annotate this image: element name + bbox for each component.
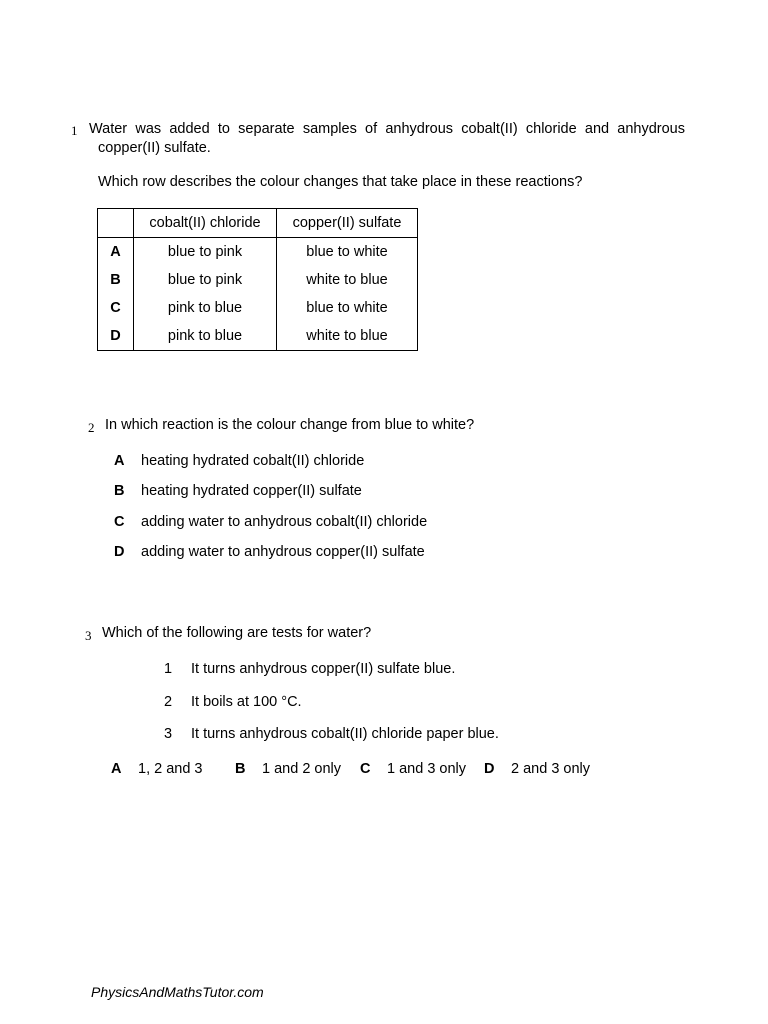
- statement-number-1: 1: [164, 661, 173, 677]
- cobalt-change: blue to pink: [134, 238, 277, 267]
- option-text-b: heating hydrated copper(II) sulfate: [141, 483, 362, 499]
- cobalt-change: pink to blue: [134, 322, 277, 351]
- answer-text-d: 2 and 3 only: [511, 761, 591, 777]
- question-1-stem-line2: copper(II) sulfate.: [98, 140, 211, 156]
- answer-text-a: 1, 2 and 3: [138, 761, 203, 777]
- row-letter: B: [98, 266, 134, 294]
- statement-text-2: It boils at 100 °C.: [191, 694, 302, 710]
- statement-number-3: 3: [164, 726, 173, 742]
- option-letter-a: A: [114, 453, 125, 469]
- table-header-cell: [98, 209, 134, 238]
- question-1-table: [97, 208, 418, 351]
- option-letter-b: B: [114, 483, 125, 499]
- option-letter-d: D: [114, 544, 125, 560]
- option-letter-c: C: [114, 514, 125, 530]
- table-row: [98, 238, 418, 267]
- row-letter: D: [98, 322, 134, 351]
- statement-number-2: 2: [164, 694, 173, 710]
- option-text-d: adding water to anhydrous copper(II) sulfate: [141, 544, 425, 560]
- copper-change: white to blue: [277, 322, 418, 351]
- cobalt-change: pink to blue: [134, 294, 277, 322]
- footer-site-name: PhysicsAndMathsTutor.com: [91, 984, 264, 1000]
- answer-text-b: 1 and 2 only: [262, 761, 342, 777]
- question-1-stem-line1: Water was added to separate samples of anhydrous cobalt(II) chloride and anhydrous: [89, 121, 685, 137]
- table-row: [98, 294, 418, 322]
- question-3-number: 3: [85, 628, 92, 643]
- cobalt-change: blue to pink: [134, 266, 277, 294]
- answer-letter-a: A: [111, 761, 122, 777]
- table-row: [98, 266, 418, 294]
- answer-letter-d: D: [484, 761, 495, 777]
- answer-text-c: 1 and 3 only: [387, 761, 467, 777]
- answer-letter-c: C: [360, 761, 371, 777]
- row-letter: A: [98, 238, 134, 267]
- option-text-c: adding water to anhydrous cobalt(II) chloride: [141, 514, 428, 530]
- answer-letter-b: B: [235, 761, 246, 777]
- option-text-a: heating hydrated cobalt(II) chloride: [141, 453, 365, 469]
- statement-text-3: It turns anhydrous cobalt(II) chloride paper blue.: [191, 726, 499, 742]
- question-3-prompt: Which of the following are tests for water?: [102, 625, 372, 641]
- copper-change: blue to white: [277, 294, 418, 322]
- table-header-cobalt: cobalt(II) chloride: [134, 209, 277, 238]
- copper-change: blue to white: [277, 238, 418, 267]
- question-2-prompt: In which reaction is the colour change from blue to white?: [105, 417, 475, 433]
- table-row: [98, 322, 418, 351]
- table-header-copper: copper(II) sulfate: [277, 209, 418, 238]
- question-2-number: 2: [88, 420, 95, 435]
- table-header-row: [98, 209, 418, 238]
- question-1-number: 1: [71, 123, 78, 138]
- statement-text-1: It turns anhydrous copper(II) sulfate blue.: [191, 661, 456, 677]
- question-1-prompt: Which row describes the colour changes that take place in these reactions?: [98, 174, 583, 190]
- row-letter: C: [98, 294, 134, 322]
- copper-change: white to blue: [277, 266, 418, 294]
